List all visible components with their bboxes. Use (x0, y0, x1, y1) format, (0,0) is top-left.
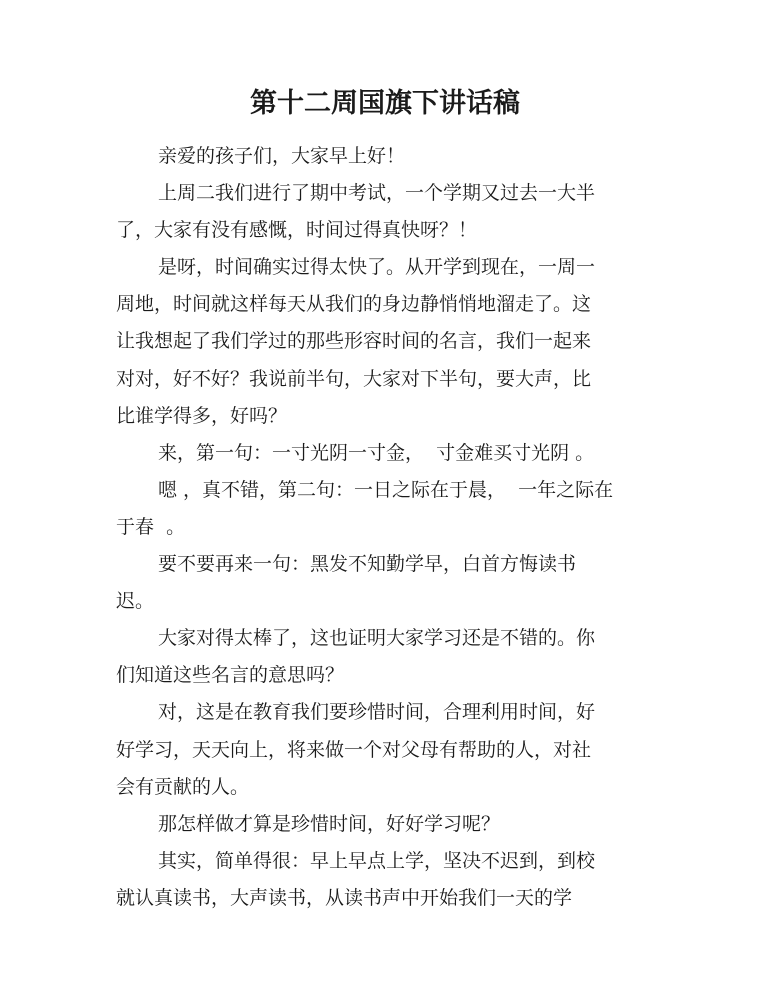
text-line: 那怎样做才算是珍惜时间，好好学习呢？ (158, 812, 501, 835)
text-line: 了，大家有没有感慨，时间过得真快呀？！ (116, 219, 478, 242)
text-line: 对对，好不好？我说前半句，大家对下半句，要大声，比 (116, 367, 592, 390)
text-line: 对，这是在教育我们要珍惜时间，合理利用时间，好 (158, 701, 596, 724)
text-line: 让我想起了我们学过的那些形容时间的名言，我们一起来 (116, 330, 592, 353)
text-line: 大家对得太棒了，这也证明大家学习还是不错的。你 (158, 627, 596, 650)
document-body (116, 138, 661, 917)
text-line: 要不要再来一句：黑发不知勤学早，白首方悔读书 (158, 553, 577, 576)
text-line: 是呀，时间确实过得太快了。从开学到现在，一周一 (158, 256, 596, 279)
text-line: 嗯 ，真不错，第二句：一日之际在于晨， 一年之际在 (158, 478, 614, 501)
text-line: 其实，简单得很：早上早点上学，坚决不迟到，到校 (158, 849, 596, 872)
text-line: 迟。 (116, 590, 155, 613)
text-line: 上周二我们进行了期中考试，一个学期又过去一大半 (158, 182, 596, 205)
text-line: 比谁学得多，好吗？ (116, 404, 288, 427)
text-line: 来，第一句：一寸光阴一寸金， 寸金难买寸光阴 。 (158, 441, 595, 464)
text-line: 周地，时间就这样每天从我们的身边静悄悄地溜走了。这 (116, 293, 592, 316)
text-line: 好学习，天天向上，将来做一个对父母有帮助的人，对社 (116, 738, 592, 761)
text-line: 们知道这些名言的意思吗？ (116, 664, 345, 687)
text-line: 就认真读书，大声读书，从读书声中开始我们一天的学 (116, 886, 573, 909)
document-title: 第十二周国旗下讲话稿 (250, 88, 520, 119)
text-line: 会有贡献的人。 (116, 775, 250, 798)
text-line: 于春 。 (116, 515, 186, 538)
text-line: 亲爱的孩子们，大家早上好！ (158, 145, 406, 167)
